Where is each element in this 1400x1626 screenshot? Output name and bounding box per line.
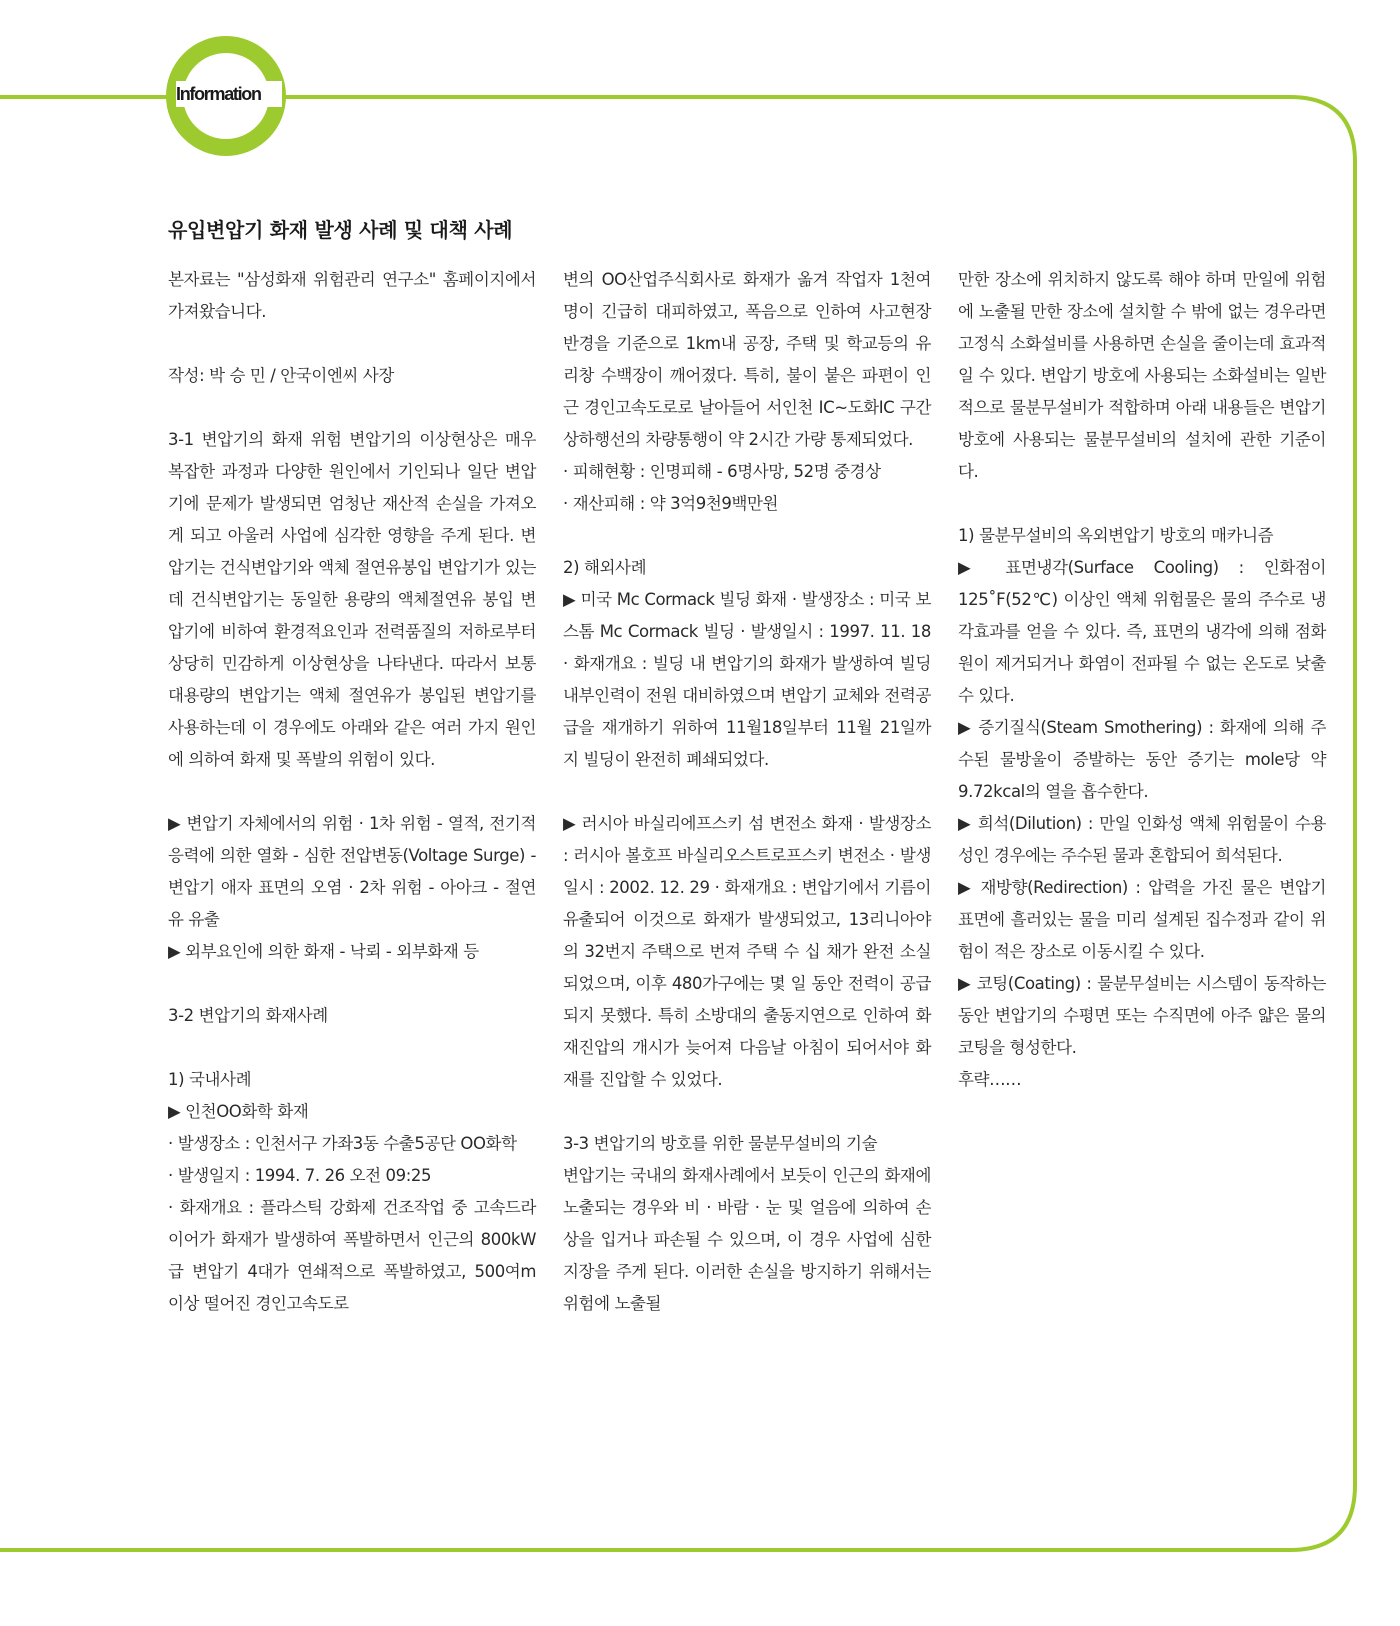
mechanism-dilution: ▶ 희석(Dilution) : 만일 인화성 액체 위험물이 수용성인 경우에는 주수된 물과 혼합되어 희석된다. — [958, 814, 1326, 865]
mechanism-steam-smothering: ▶ 증기질식(Steam Smothering) : 화재에 의해 주수된 물방울이 증발하는 동안 증기는 mole당 약 9.72kcal의 열을 흡수한다. — [958, 718, 1326, 801]
mechanism-heading: 1) 물분무설비의 옥외변압기 방호의 매카니즘 — [958, 526, 1274, 545]
case-incheon-location: · 발생장소 : 인천서구 가좌3동 수출5공단 OO화학 — [168, 1134, 517, 1153]
text-column-2 — [563, 264, 931, 1320]
section-3-2-heading: 3-2 변압기의 화재사례 — [168, 1006, 328, 1025]
section-3-3-body: 변압기는 국내의 화재사례에서 보듯이 인근의 화재에 노출되는 경우와 비 · 바람 · 눈 및 얼음에 의하여 손상을 입거나 파손될 수 있으며, 이 경우 사업에 심한 지장을 주게 된다. 이러한 손실을 방지하기 위해서는 위험에 노출될 — [563, 1166, 931, 1313]
text-column-1 — [168, 264, 536, 1320]
author-line: 작성: 박 승 민 / 안국이엔씨 사장 — [168, 366, 394, 385]
omission-note: 후략…… — [958, 1070, 1022, 1089]
information-label: Information — [176, 81, 282, 107]
mechanism-redirection: ▶ 재방향(Redirection) : 압력을 가진 물은 변압기 표면에 흘러있는 물을 미리 설계된 집수정과 같이 위험이 적은 장소로 이동시킬 수 있다. — [958, 878, 1326, 961]
case-incheon-property-damage: · 재산피해 : 약 3억9천9백만원 — [563, 494, 779, 513]
external-risk-item: ▶ 외부요인에 의한 화재 - 낙뢰 - 외부화재 등 — [168, 942, 479, 961]
case-incheon-summary: · 화재개요 : 플라스틱 강화제 건조작업 중 고속드라이어가 화재가 발생하여 폭발하면서 인근의 800kW급 변압기 4대가 연쇄적으로 폭발하였고, 500여m 이상 떨어진 경인고속도로 — [168, 1198, 536, 1313]
source-note: 본자료는 "삼성화재 위험관리 연구소" 홈페이지에서 가져왔습니다. — [168, 270, 536, 321]
case-incheon-summary-cont: 변의 OO산업주식회사로 화재가 옮겨 작업자 1천여 명이 긴급히 대피하였고, 폭음으로 인하여 사고현장 반경을 기준으로 1km내 공장, 주택 및 학교등의 유리창 수백장이 깨어졌다. 특히, 불이 붙은 파편이 인근 경인고속도로로 날아들어 서인천 IC~도화IC 구간 상하행선의 차량통행이 약 2시간 가량 통제되었다. — [563, 270, 931, 449]
case-incheon-title: ▶ 인천OO화학 화재 — [168, 1102, 309, 1121]
section-3-3-body-cont: 만한 장소에 위치하지 않도록 해야 하며 만일에 위험에 노출될 만한 장소에 설치할 수 밖에 없는 경우라면 고정식 소화설비를 사용하면 손실을 줄이는데 효과적일 수 있다. 변압기 방호에 사용되는 소화설비는 일반적으로 물분무설비가 적합하며 아래 내용들은 변압기 방호에 사용되는 물분무설비의 설치에 관한 기준이다. — [958, 270, 1326, 481]
internal-risk-item: ▶ 변압기 자체에서의 위험 · 1차 위험 - 열적, 전기적 응력에 의한 열화 - 심한 전압변동(Voltage Surge) - 변압기 애자 표면의 오염 · 2차 위험 - 아아크 - 절연유 유출 — [168, 814, 536, 929]
article-title: 유입변압기 화재 발생 사례 및 대책 사례 — [168, 218, 513, 242]
mechanism-surface-cooling: ▶ 표면냉각(Surface Cooling) : 인화점이 125˚F(52℃) 이상인 액체 위험물은 물의 주수로 냉각효과를 얻을 수 있다. 즉, 표면의 냉각에 의해 점화원이 제거되거나 화염이 전파될 수 없는 온도로 낮출 수 있다. — [958, 558, 1326, 705]
mechanism-coating: ▶ 코팅(Coating) : 물분무설비는 시스템이 동작하는 동안 변압기의 수평면 또는 수직면에 아주 얇은 물의 코팅을 형성한다. — [958, 974, 1326, 1057]
case-incheon-casualties: · 피해현황 : 인명피해 - 6명사망, 52명 중경상 — [563, 462, 881, 481]
section-3-1: 3-1 변압기의 화재 위험 변압기의 이상현상은 매우 복잡한 과정과 다양한 원인에서 기인되나 일단 변압기에 문제가 발생되면 엄청난 재산적 손실을 가져오게 되고 아울러 사업에 심각한 영향을 주게 된다. 변압기는 건식변압기와 액체 절연유봉입 변압기가 있는데 건식변압기는 동일한 용량의 액체절연유 봉입 변압기에 비하여 환경적요인과 전력품질의 저하로부터 상당히 민감하게 이상현상을 나타낸다. 따라서 보통 대용량의 변압기는 액체 절연유가 봉입된 변압기를 사용하는데 이 경우에도 아래와 같은 여러 가지 원인에 의하여 화재 및 폭발의 위험이 있다. — [168, 430, 536, 769]
case-russia: ▶ 러시아 바실리에프스키 섬 변전소 화재 · 발생장소 : 러시아 볼호프 바실리오스트로프스키 변전소 · 발생일시 : 2002. 12. 29 · 화재개요 : 변압기에서 기름이 유출되어 이것으로 화재가 발생되었고, 13리니아야의 32번지 주택으로 번져 주택 수 십 채가 완전 소실되었으며, 이후 480가구에는 몇 일 동안 전력이 공급되지 못했다. 특히 소방대의 출동지연으로 인하여 화재진압의 개시가 늦어져 다음날 아침이 되어서야 화재를 진압할 수 있었다. — [563, 814, 931, 1089]
overseas-cases-heading: 2) 해외사례 — [563, 558, 647, 577]
domestic-cases-heading: 1) 국내사례 — [168, 1070, 252, 1089]
case-incheon-date: · 발생일지 : 1994. 7. 26 오전 09:25 — [168, 1166, 432, 1185]
section-3-3-heading: 3-3 변압기의 방호를 위한 물분무설비의 기술 — [563, 1134, 878, 1153]
text-column-3 — [958, 264, 1326, 1096]
case-mccormack: ▶ 미국 Mc Cormack 빌딩 화재 · 발생장소 : 미국 보스톰 Mc Cormack 빌딩 · 발생일시 : 1997. 11. 18 · 화재개요 : 빌딩 내 변압기의 화재가 발생하여 빌딩 내부인력이 전원 대비하였으며 변압기 교체와 전력공급을 재개하기 위하여 11월18일부터 11월 21일까지 빌딩이 완전히 폐쇄되었다. — [563, 590, 931, 769]
